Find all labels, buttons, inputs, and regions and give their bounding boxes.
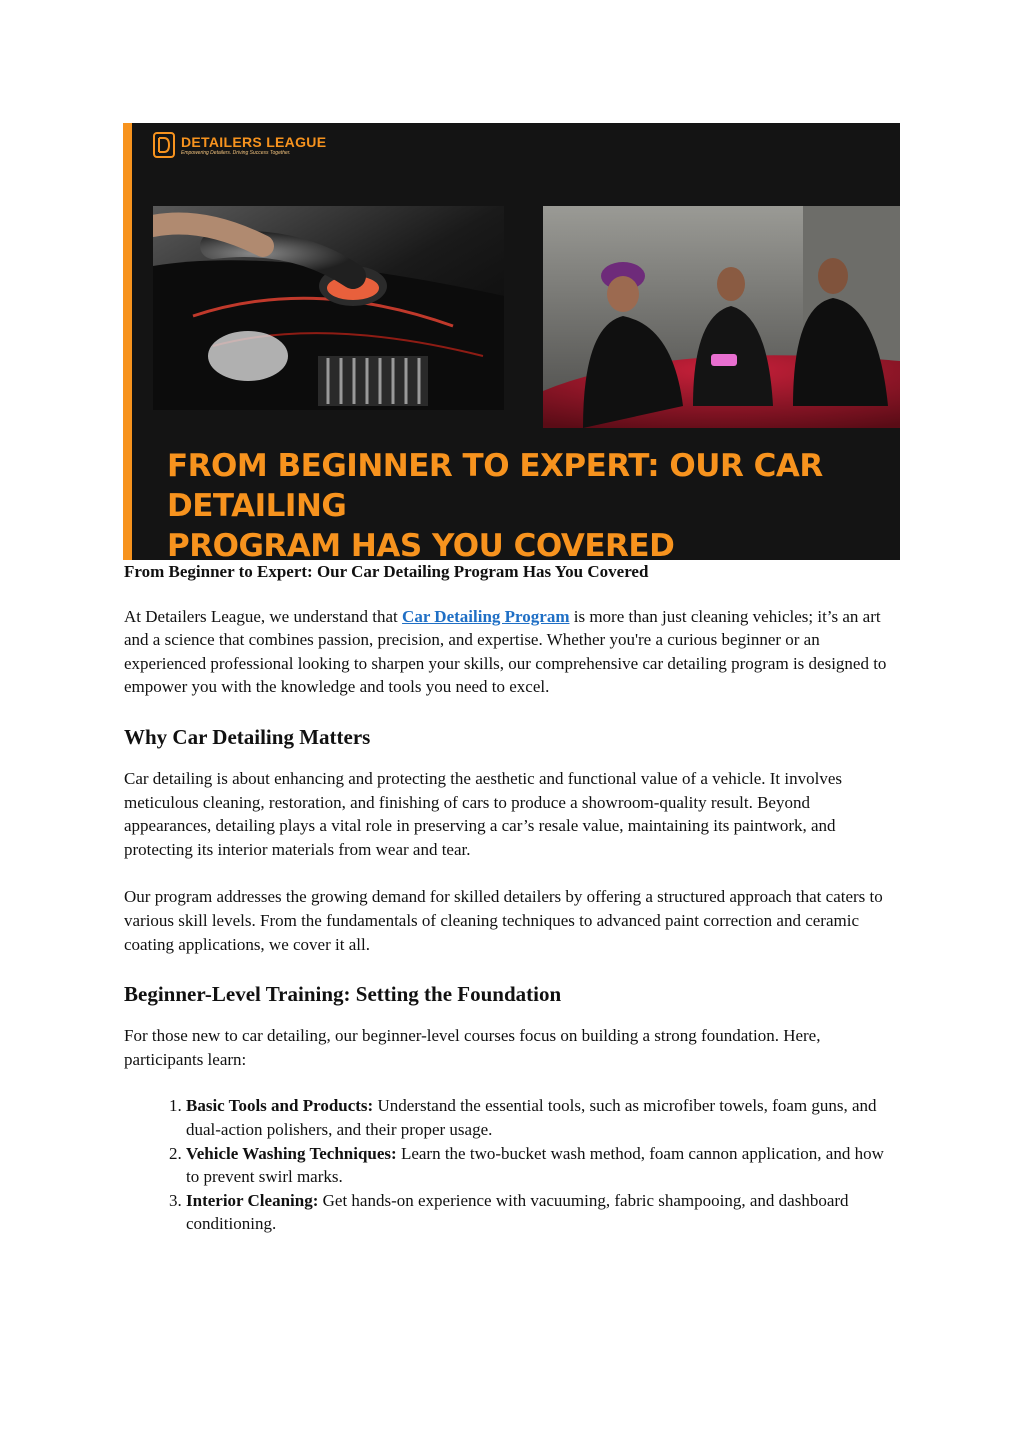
list-item-term: Basic Tools and Products: (186, 1096, 374, 1116)
hero-banner (123, 123, 900, 560)
brand-logo (153, 132, 326, 158)
brand-name: DETAILERS LEAGUE (181, 133, 327, 150)
list-item-desc: Learn the two-bucket wash method, foam cannon application, and how to prevent swirl marks. (186, 1143, 884, 1187)
list-item-term: Vehicle Washing Techniques: (186, 1143, 397, 1163)
headline-line-1: FROM BEGINNER TO EXPERT: OUR CAR DETAILING (167, 448, 823, 524)
paragraph-why-1: Car detailing is about enhancing and protecting the aesthetic and functional value of a vehicle. It involves meticulous cleaning, restoration, and finishing of cars to produce a showroom-quality result. Beyond appearances, detailing plays a vital role in preserving a car’s resale value, maintaining its paintwork, and protecting its interior materials from wear and tear. (124, 768, 843, 859)
training-session-photo (543, 206, 900, 428)
beginner-topics-list (124, 1094, 894, 1236)
paragraph-beginner-intro: For those new to car detailing, our beginner-level courses focus on building a strong foundation. Here, participants learn: (124, 1026, 821, 1069)
brand-tagline: Empowering Detailers. Driving Success Together. (181, 149, 291, 156)
intro-text-before: At Detailers League, we understand that (124, 606, 403, 626)
car-detailing-program-link[interactable]: Car Detailing Program (402, 606, 570, 626)
polishing-photo (153, 206, 504, 410)
image-caption: From Beginner to Expert: Our Car Detailing Program Has You Covered (124, 562, 649, 581)
list-item-term: Interior Cleaning: (186, 1190, 319, 1210)
list-item-desc: Understand the essential tools, such as microfiber towels, foam guns, and dual-action polishers, and their proper usage. (186, 1096, 877, 1139)
list-item-desc: Get hands-on experience with vacuuming, fabric shampooing, and dashboard conditioning. (186, 1190, 849, 1234)
accent-stripe (123, 123, 132, 560)
banner-headline (167, 446, 887, 560)
headline-line-2: PROGRAM HAS YOU COVERED (167, 528, 675, 560)
intro-paragraph (124, 605, 894, 699)
list-item (186, 1189, 894, 1236)
list-item (186, 1094, 894, 1141)
section-heading-why: Why Car Detailing Matters (124, 724, 371, 749)
paragraph-why-2: Our program addresses the growing demand for skilled detailers by offering a structured approach that caters to various skill levels. From the fundamentals of cleaning techniques to advanced paint correction and ceramic coating applications, we cover it all. (124, 887, 883, 954)
article-body (124, 560, 894, 1236)
dl-monogram-icon (153, 132, 175, 158)
intro-text-after: is more than just cleaning vehicles; it’s an art and a science that combines passion, precision, and expertise. Whether you're a curious beginner or an experienced professional looking to sharpen your skills, our comprehensive car detailing program is designed to empower you with the knowledge and tools you need to excel. (124, 606, 887, 697)
section-heading-beginner: Beginner-Level Training: Setting the Foundation (124, 982, 562, 1007)
list-item (186, 1142, 894, 1189)
